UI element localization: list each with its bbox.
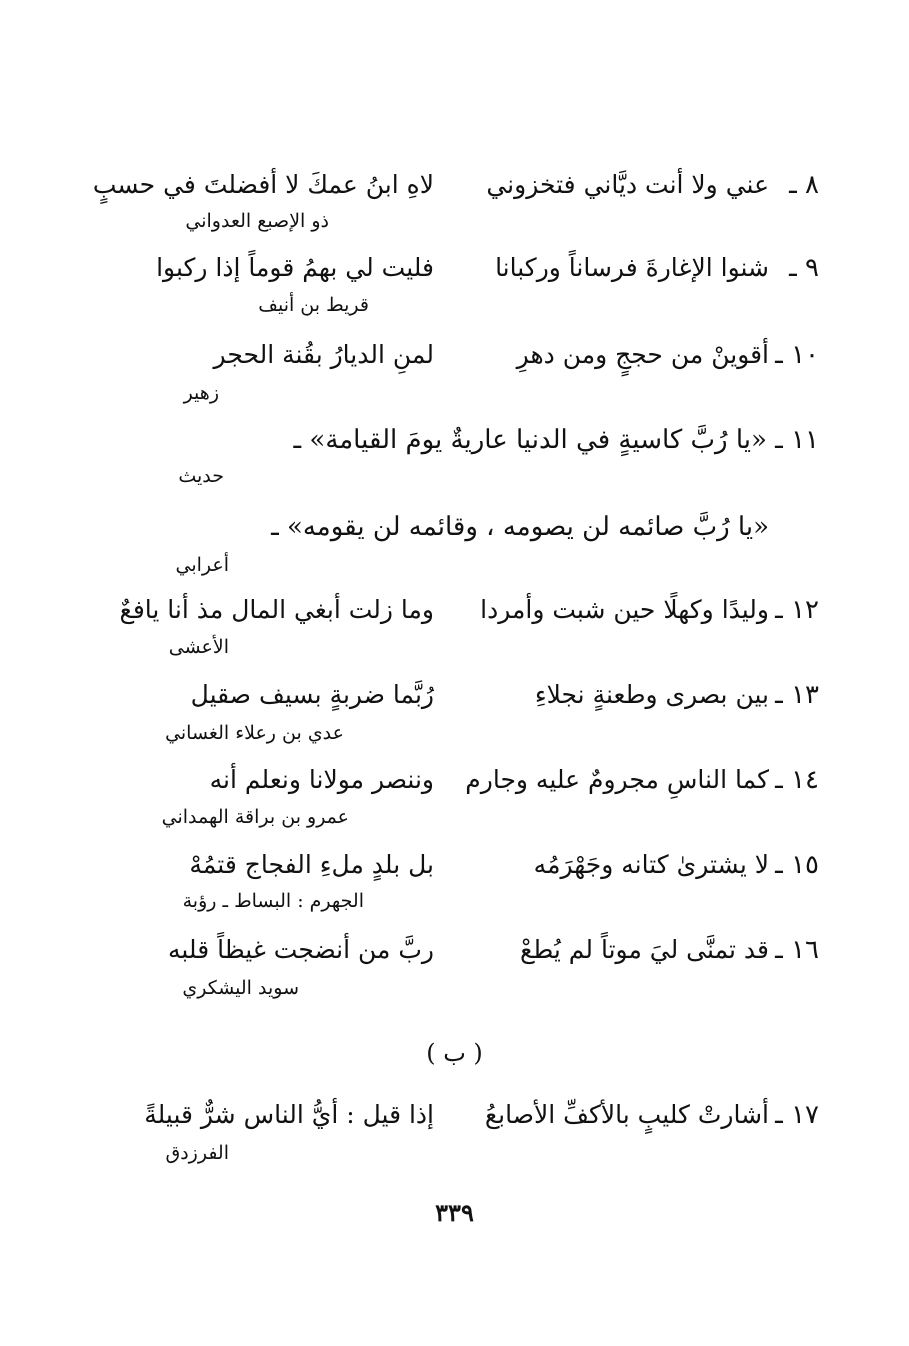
verse-second-hemistich: كما الناسِ مجرومٌ عليه وجارم: [465, 765, 769, 794]
verse-first-hemistich: ربَّ من أنضجت غيظاً قلبه: [167, 935, 434, 964]
verse-10: [139, 335, 819, 375]
poet-name: عمرو بن براقة الهمداني: [161, 806, 349, 828]
poet-name: الأعشى: [168, 636, 229, 658]
verse-second-hemistich: وليدًا وكهلًا حين شبت وأمردا: [480, 595, 769, 624]
verse-number: ٨ ـ: [789, 170, 819, 200]
verse-number: ١٣ ـ: [775, 680, 819, 710]
verse-first-hemistich: بل بلدٍ ملءِ الفجاج قتمُهْ: [189, 850, 434, 879]
poet-name: ذو الإصبع العدواني: [185, 210, 329, 232]
verse-second-hemistich: أقوينْ من حججٍ ومن دهرِ: [516, 340, 769, 369]
verse-second-hemistich: أشارتْ كليبٍ بالأكفِّ الأصابعُ: [484, 1100, 769, 1129]
poet-name: زهير: [183, 382, 219, 404]
verse-second-hemistich: عني ولا أنت ديَّاني فتخزوني: [486, 170, 769, 199]
verse-first-hemistich: وما زلت أبغي المال مذ أنا يافعٌ: [119, 595, 434, 624]
verse-second-hemistich: بين بصرى وطعنةٍ نجلاءِ: [534, 680, 769, 709]
verse-number: ٩ ـ: [789, 253, 819, 283]
verse-17: [139, 1095, 819, 1135]
verse-14: [139, 760, 819, 800]
verse-8: [92, 165, 819, 205]
verse-13: [139, 675, 819, 715]
poet-name: الفرزدق: [165, 1142, 229, 1164]
hadith-source: حديث: [178, 465, 224, 487]
verse-9: [139, 248, 819, 288]
verse-first-hemistich: وننصر مولانا ونعلم أنه: [209, 765, 434, 794]
verse-first-hemistich: لاهِ ابنُ عمكَ لا أفضلتَ في حسبٍ: [92, 170, 434, 199]
verse-number: ١٦ ـ: [775, 935, 819, 965]
poet-name: الجهرم : البساط ـ رؤبة: [182, 890, 364, 912]
verse-12: [119, 590, 819, 630]
verse-number: ١٤ ـ: [775, 765, 819, 795]
poet-name: عدي بن رعلاء الغساني: [165, 722, 344, 744]
verse-number: ١٢ ـ: [775, 595, 819, 625]
verse-number: ١٠ ـ: [775, 340, 819, 370]
verse-15: [139, 845, 819, 885]
hadith-line: ١١ ـ «يا رُبَّ كاسيةٍ في الدنيا عاريةٌ يومَ القيامة» ـ: [293, 425, 819, 455]
verse-first-hemistich: رُبَّما ضربةٍ بسيف صقيل: [190, 680, 434, 709]
verse-first-hemistich: إذا قيل : أيُّ الناس شرٌّ قبيلةً: [144, 1100, 434, 1129]
verse-number: ١٧ ـ: [775, 1100, 819, 1130]
page-number: ٣٣٩: [435, 1198, 474, 1227]
verse-number: ١٥ ـ: [775, 850, 819, 880]
poet-name: سويد اليشكري: [182, 977, 299, 999]
verse-first-hemistich: لمنِ الديارُ بقُنة الحجر: [213, 340, 434, 369]
verse-first-hemistich: فليت لي بهمُ قوماً إذا ركبوا: [156, 253, 434, 282]
saying-source: أعرابي: [175, 554, 229, 576]
verse-16: [139, 930, 819, 970]
bedouin-saying: «يا رُبَّ صائمه لن يصومه ، وقائمه لن يقومه» ـ: [271, 512, 769, 542]
verse-second-hemistich: شنوا الإغارةَ فرساناً وركبانا: [495, 253, 769, 282]
poet-name: قريط بن أنيف: [258, 294, 369, 316]
verse-second-hemistich: لا يشترىٰ كتانه وجَهْرَمُه: [533, 850, 769, 879]
section-heading: ( ب ): [426, 1039, 483, 1067]
verse-second-hemistich: قد تمنَّى ليَ موتاً لم يُطعْ: [520, 935, 769, 964]
